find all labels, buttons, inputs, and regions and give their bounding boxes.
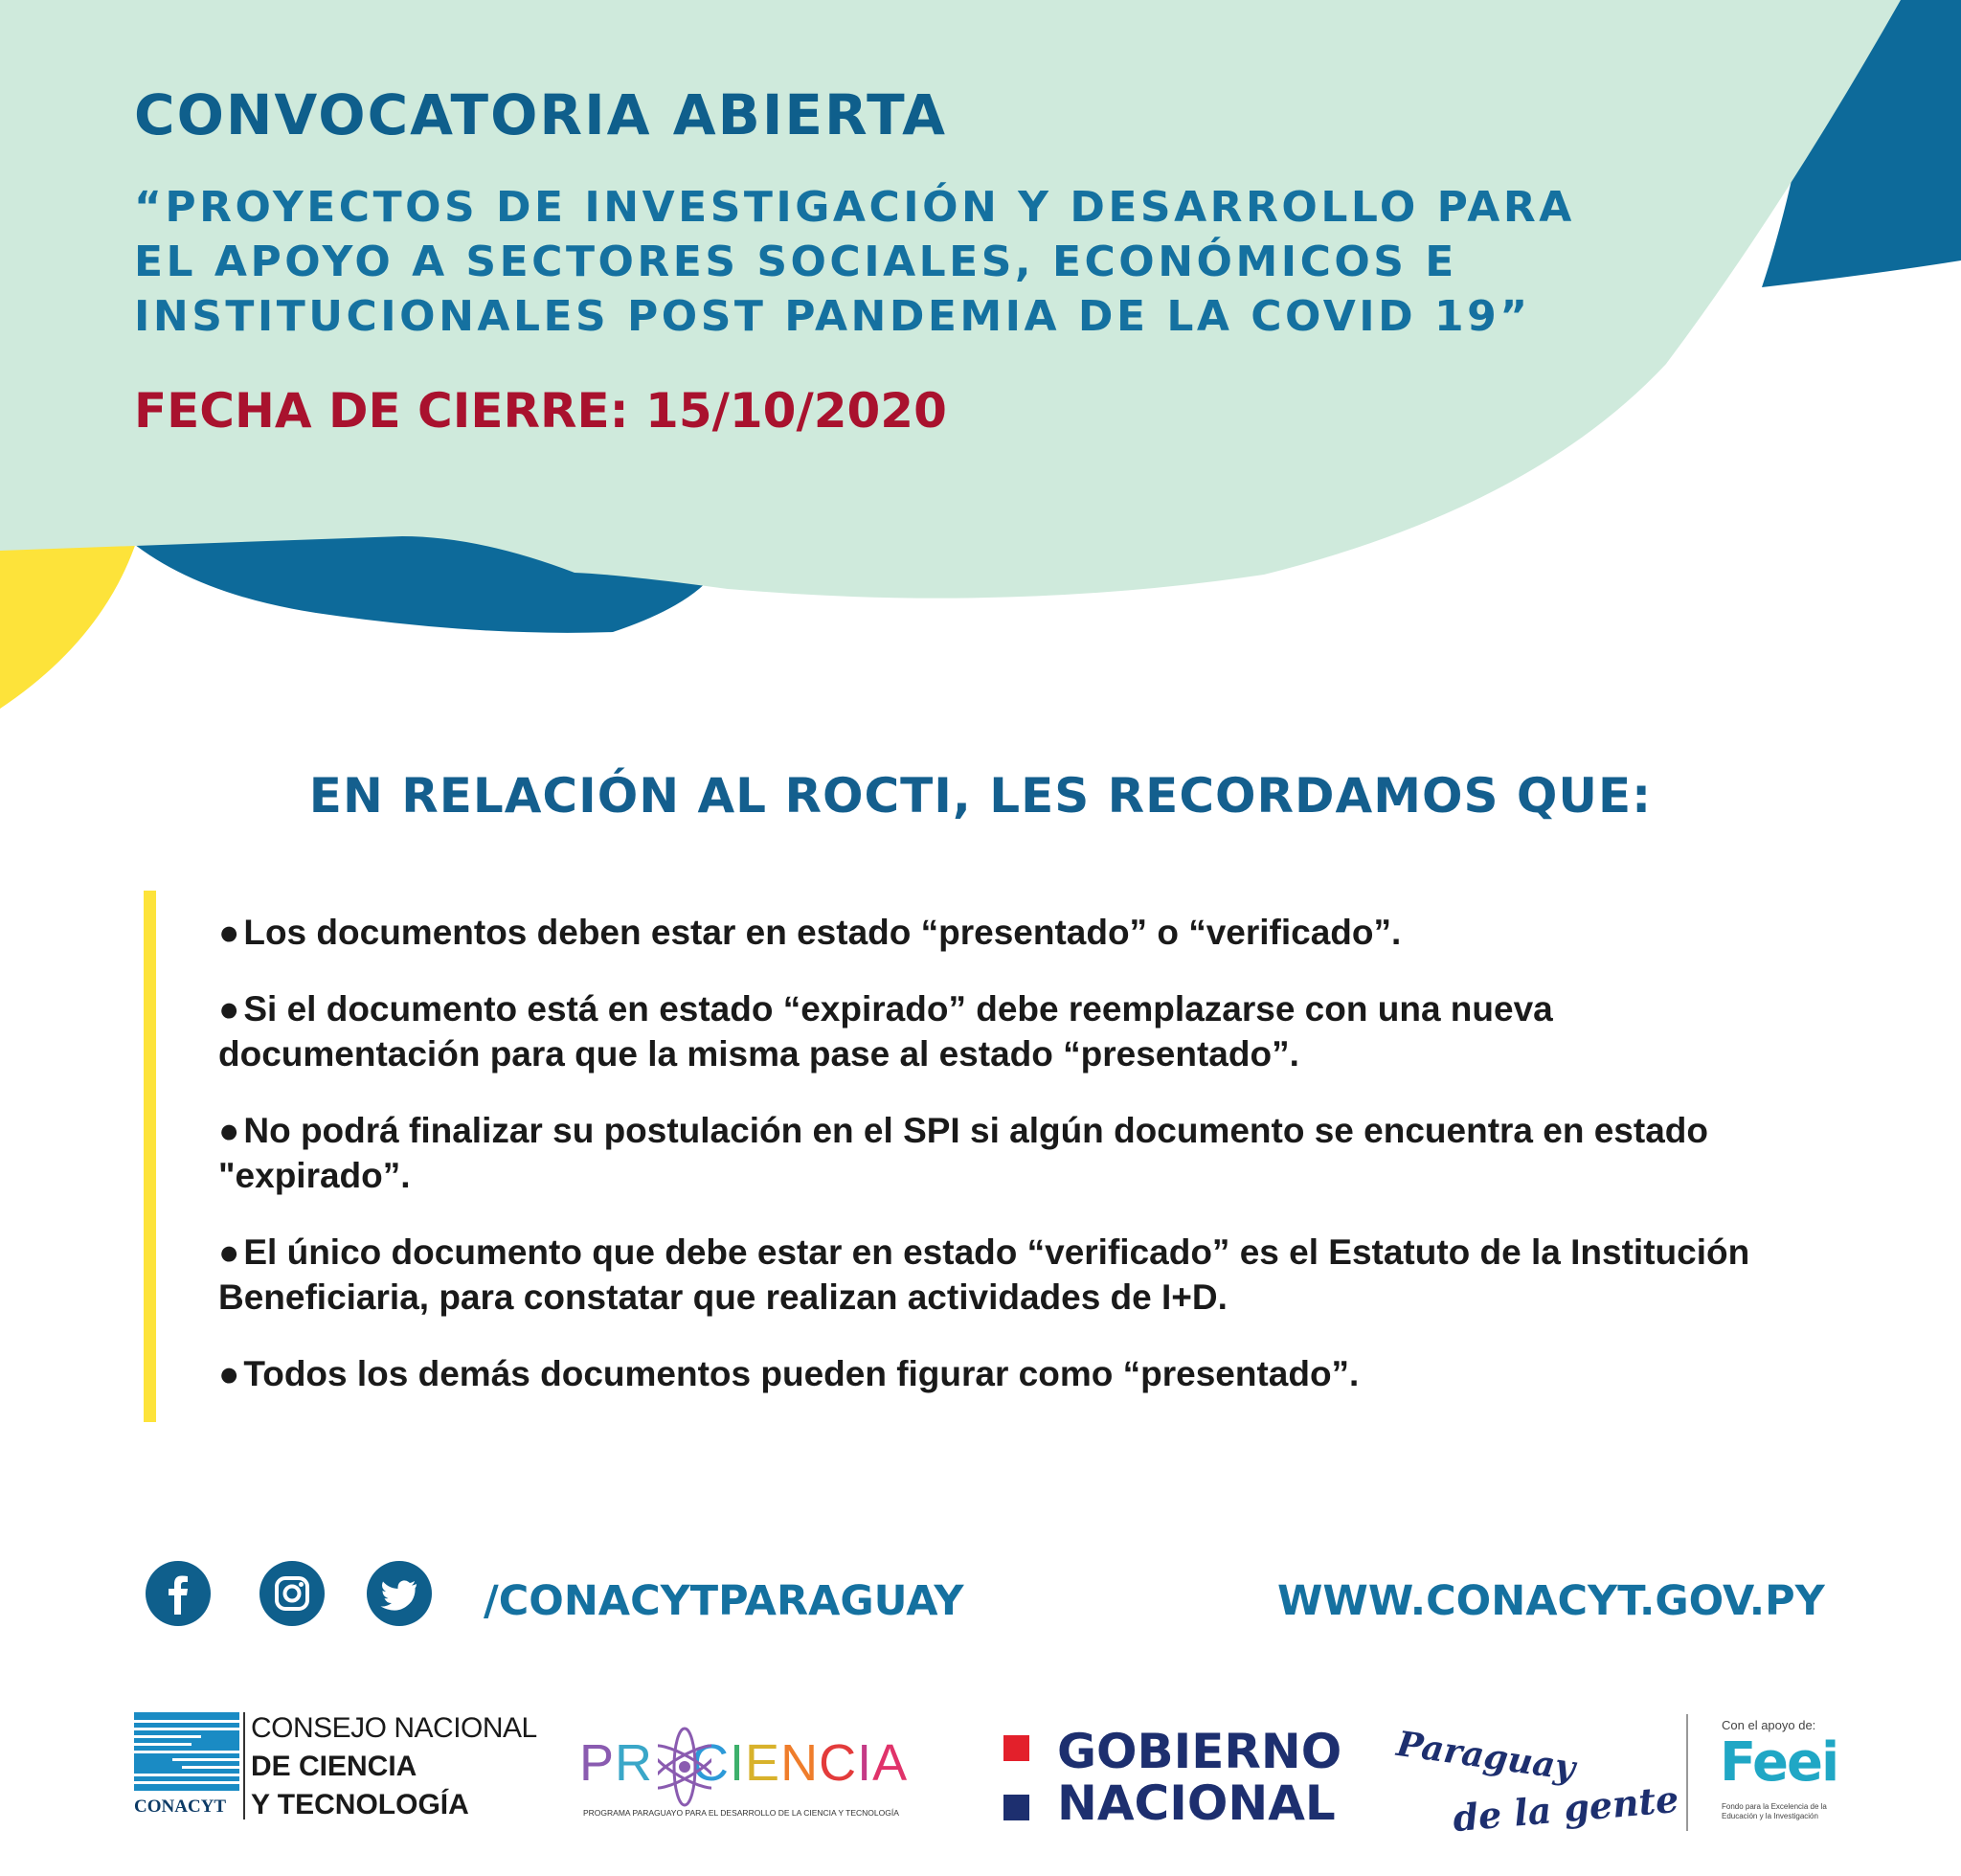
accent-bar bbox=[144, 891, 156, 1422]
subtitle-line: “PROYECTOS DE INVESTIGACIÓN Y DESARROLLO PARA bbox=[134, 183, 1575, 232]
bullet-dot: ● bbox=[218, 1354, 240, 1393]
atom-icon bbox=[658, 1724, 711, 1810]
subtitle-line: INSTITUCIONALES POST PANDEMIA DE LA COVID 19” bbox=[134, 292, 1531, 341]
subtitle-line: EL APOYO A SECTORES SOCIALES, ECONÓMICOS E bbox=[134, 237, 1457, 286]
logo-divider bbox=[1686, 1714, 1688, 1831]
conacyt-abbreviation: CONACYT bbox=[134, 1797, 227, 1817]
section-heading: EN RELACIÓN AL ROCTI, LES RECORDAMOS QUE: bbox=[308, 768, 1653, 824]
red-square-icon bbox=[1003, 1735, 1029, 1761]
conacyt-name-line: CONSEJO NACIONAL bbox=[251, 1712, 537, 1744]
twitter-icon[interactable] bbox=[367, 1561, 432, 1626]
prociencia-logo bbox=[579, 1724, 948, 1819]
list-item-text: No podrá finalizar su postulación en el SPI si algún documento se encuentra en estado "expirado”. bbox=[218, 1111, 1708, 1195]
paraguay-de-la-gente-logo bbox=[1394, 1724, 1680, 1841]
gobierno-nacional-logo bbox=[1000, 1724, 1344, 1831]
blue-square-icon bbox=[1003, 1795, 1029, 1820]
list-item-text: Todos los demás documentos pueden figurar como “presentado”. bbox=[243, 1354, 1360, 1393]
list-item-text: El único documento que debe estar en estado “verificado” es el Estatuto de la Institución Beneficiaria, para constatar que realizan actividades de I+D. bbox=[218, 1232, 1750, 1317]
list-item bbox=[218, 1108, 1789, 1198]
gobierno-line: NACIONAL bbox=[1057, 1775, 1336, 1831]
page-subtitle bbox=[134, 180, 1609, 344]
bullet-dot: ● bbox=[218, 913, 240, 952]
facebook-icon[interactable] bbox=[146, 1561, 211, 1626]
feei-wordmark: Feei bbox=[1720, 1731, 1838, 1794]
paraguay-logo-line: de la gente bbox=[1451, 1776, 1680, 1841]
website-link[interactable]: WWW.CONACYT.GOV.PY bbox=[1277, 1577, 1825, 1625]
list-item-text: Si el documento está en estado “expirado” debe reemplazarse con una nueva documentación para que la misma pase al estado “presentado”. bbox=[218, 989, 1553, 1074]
list-item bbox=[218, 986, 1789, 1076]
deadline-date: FECHA DE CIERRE: 15/10/2020 bbox=[134, 383, 947, 439]
gobierno-line: GOBIERNO bbox=[1057, 1724, 1342, 1779]
list-item-text: Los documentos deben estar en estado “presentado” o “verificado”. bbox=[243, 913, 1402, 952]
bullet-dot: ● bbox=[218, 1111, 240, 1150]
instagram-icon[interactable] bbox=[259, 1561, 325, 1626]
conacyt-name-line: DE CIENCIA bbox=[251, 1751, 417, 1782]
conacyt-mark-icon bbox=[134, 1712, 239, 1791]
feei-logo bbox=[1714, 1714, 1848, 1834]
prociencia-wordmark: PR CIENCIA bbox=[579, 1734, 909, 1792]
paraguay-logo-line: Paraguay bbox=[1394, 1724, 1578, 1789]
bullet-list bbox=[218, 910, 1789, 1428]
list-item bbox=[218, 1230, 1789, 1320]
conacyt-logo bbox=[134, 1710, 546, 1823]
page-title: CONVOCATORIA ABIERTA bbox=[134, 82, 948, 147]
list-item bbox=[218, 1351, 1789, 1396]
bullet-dot: ● bbox=[218, 989, 240, 1028]
logo-divider bbox=[243, 1712, 245, 1819]
conacyt-name-line: Y TECNOLOGÍA bbox=[251, 1789, 469, 1820]
feei-description: Fondo para la Excelencia de la Educación y la Investigación bbox=[1722, 1802, 1827, 1820]
bullet-dot: ● bbox=[218, 1232, 240, 1272]
prociencia-tagline: PROGRAMA PARAGUAYO PARA EL DESARROLLO DE LA CIENCIA Y TECNOLOGÍA bbox=[583, 1808, 899, 1818]
feei-support-label: Con el apoyo de: bbox=[1722, 1718, 1816, 1732]
social-handle-link[interactable]: /CONACYTPARAGUAY bbox=[484, 1577, 964, 1625]
list-item bbox=[218, 910, 1789, 955]
